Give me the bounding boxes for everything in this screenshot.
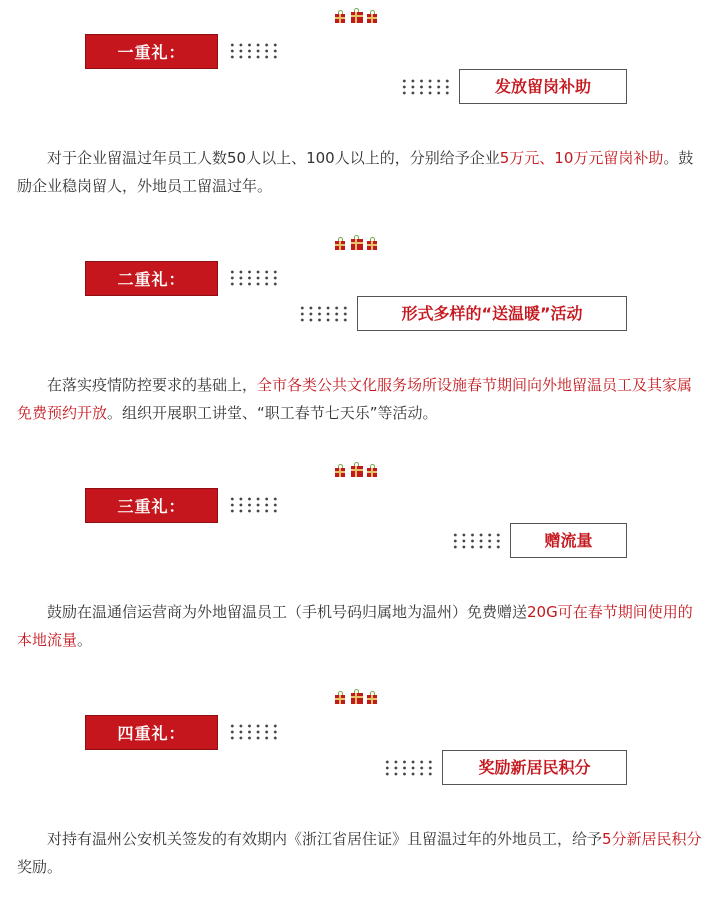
- dot-grid-icon: [383, 759, 435, 777]
- section-title: 奖励新居民积分: [442, 750, 627, 785]
- dot-grid-icon: [228, 496, 280, 514]
- section-label: 二重礼：: [85, 261, 218, 296]
- dot-grid-icon: [298, 305, 350, 323]
- highlight-text: 5分新居民积分: [602, 830, 702, 848]
- dot-grid-icon: [400, 78, 452, 96]
- gift-boxes-icon: [334, 692, 380, 706]
- section-label: 一重礼：: [85, 34, 218, 69]
- section-title: 发放留岗补助: [459, 69, 627, 104]
- section-title: 形式多样的“送温暖”活动: [357, 296, 627, 331]
- dot-grid-icon: [451, 532, 503, 550]
- gift-boxes-icon: [334, 11, 380, 25]
- dot-grid-icon: [228, 269, 280, 287]
- section-label: 三重礼：: [85, 488, 218, 523]
- highlight-text: 5万元、10万元留岗补助: [499, 149, 664, 167]
- dot-grid-icon: [228, 42, 280, 60]
- gift-boxes-icon: [334, 465, 380, 479]
- section-title: 赠流量: [510, 523, 627, 558]
- highlight-text: 20G可在春节期间使用的本地流量: [17, 603, 693, 649]
- dot-grid-icon: [228, 723, 280, 741]
- gift-boxes-icon: [334, 238, 380, 252]
- section-paragraph: 对持有温州公安机关签发的有效期内《浙江省居住证》且留温过年的外地员工，给予5分新居民积分奖励。: [17, 830, 702, 876]
- section-paragraph: 鼓励在温通信运营商为外地留温员工（手机号码归属地为温州）免费赠送20G可在春节期间使用的本地流量。: [17, 603, 693, 649]
- section-paragraph: 对于企业留温过年员工人数50人以上、100人以上的，分别给予企业5万元、10万元留岗补助。鼓励企业稳岗留人，外地员工留温过年。: [17, 149, 694, 195]
- section-label: 四重礼：: [85, 715, 218, 750]
- section-paragraph: 在落实疫情防控要求的基础上，全市各类公共文化服务场所设施春节期间向外地留温员工及其家属免费预约开放。组织开展职工讲堂、“职工春节七天乐”等活动。: [17, 376, 693, 422]
- highlight-text: 全市各类公共文化服务场所设施春节期间向外地留温员工及其家属免费预约开放: [17, 376, 693, 422]
